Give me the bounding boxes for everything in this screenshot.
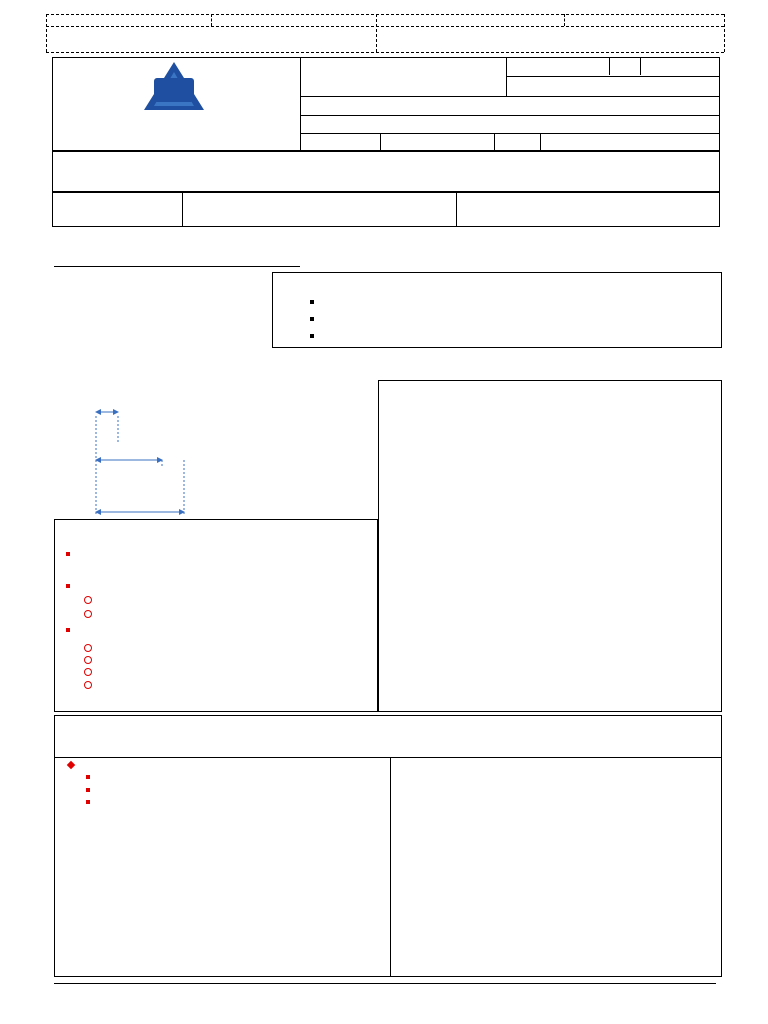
bullet-square-icon <box>86 788 90 792</box>
top-form-row-divider <box>46 26 724 27</box>
header-divider-year2 <box>609 57 610 75</box>
hint-item-2 <box>66 560 372 578</box>
bullet-circle-icon <box>84 681 92 689</box>
top-form-bottom-border <box>46 52 724 53</box>
hint-item-4 <box>66 592 372 606</box>
bullet-square-icon <box>66 584 70 588</box>
bullet-square-icon <box>310 317 314 321</box>
part-c-box <box>54 715 722 977</box>
top-form-sub-divider-left <box>211 14 212 26</box>
header-row-line-4 <box>300 133 720 134</box>
hint-item-5 <box>66 606 372 622</box>
hint-list <box>66 546 372 691</box>
hint-item-10 <box>66 677 372 691</box>
top-form-right-border <box>724 14 725 52</box>
bullet-square-icon <box>66 552 70 556</box>
waveform-top-signal <box>96 418 360 442</box>
university-logo <box>140 60 208 115</box>
bullet-circle-icon <box>84 610 92 618</box>
bullet-square-icon <box>310 300 314 304</box>
bullet-circle-icon <box>84 668 92 676</box>
bullet-square-icon <box>66 628 70 632</box>
hint-item-3 <box>66 578 372 592</box>
score-divider-1 <box>182 192 183 227</box>
footer-line <box>54 983 716 984</box>
score-divider-2 <box>456 192 457 227</box>
top-form-sub-divider-right <box>564 14 565 26</box>
bullet-square-icon <box>86 800 90 804</box>
part-c-subitem-3 <box>86 796 96 808</box>
header-divider-year3 <box>640 57 641 75</box>
header-divider-code2 <box>540 133 541 151</box>
header-row-line-3 <box>300 115 720 116</box>
bullet-circle-icon <box>84 596 92 604</box>
score-box <box>52 192 720 227</box>
top-form-top-border <box>46 14 724 15</box>
bullet-square-icon <box>86 775 90 779</box>
top-form-mid-divider <box>376 14 377 52</box>
header-row-line-1 <box>506 76 720 77</box>
note-underline <box>54 266 300 267</box>
instructions-box <box>52 151 720 192</box>
part-c-heading <box>68 759 90 771</box>
part-c-header-line <box>54 757 722 758</box>
header-divider-duration <box>380 133 381 151</box>
part-a-item-1 <box>310 294 320 309</box>
part-c-subitem-1 <box>86 771 96 783</box>
bullet-diamond-icon <box>67 761 75 769</box>
header-row-line-2 <box>300 96 720 97</box>
bullet-square-icon <box>310 334 314 338</box>
part-c-subitem-2 <box>86 784 96 796</box>
hint-item-1 <box>66 546 372 560</box>
part-a-item-2 <box>310 311 320 326</box>
hint-item-6 <box>66 622 372 640</box>
part-c-divider <box>390 757 391 977</box>
hint-item-9 <box>66 664 372 677</box>
program-box <box>378 380 722 712</box>
hint-item-8 <box>66 652 372 664</box>
waveform-diagram <box>88 404 368 520</box>
header-divider-left <box>300 57 301 151</box>
hint-item-7 <box>66 640 372 652</box>
part-a-answer-box <box>272 272 722 348</box>
top-form-left-border <box>46 14 47 52</box>
part-a-item-3 <box>310 328 320 343</box>
header-divider-code <box>494 133 495 151</box>
waveform-bottom-signal <box>96 466 338 488</box>
